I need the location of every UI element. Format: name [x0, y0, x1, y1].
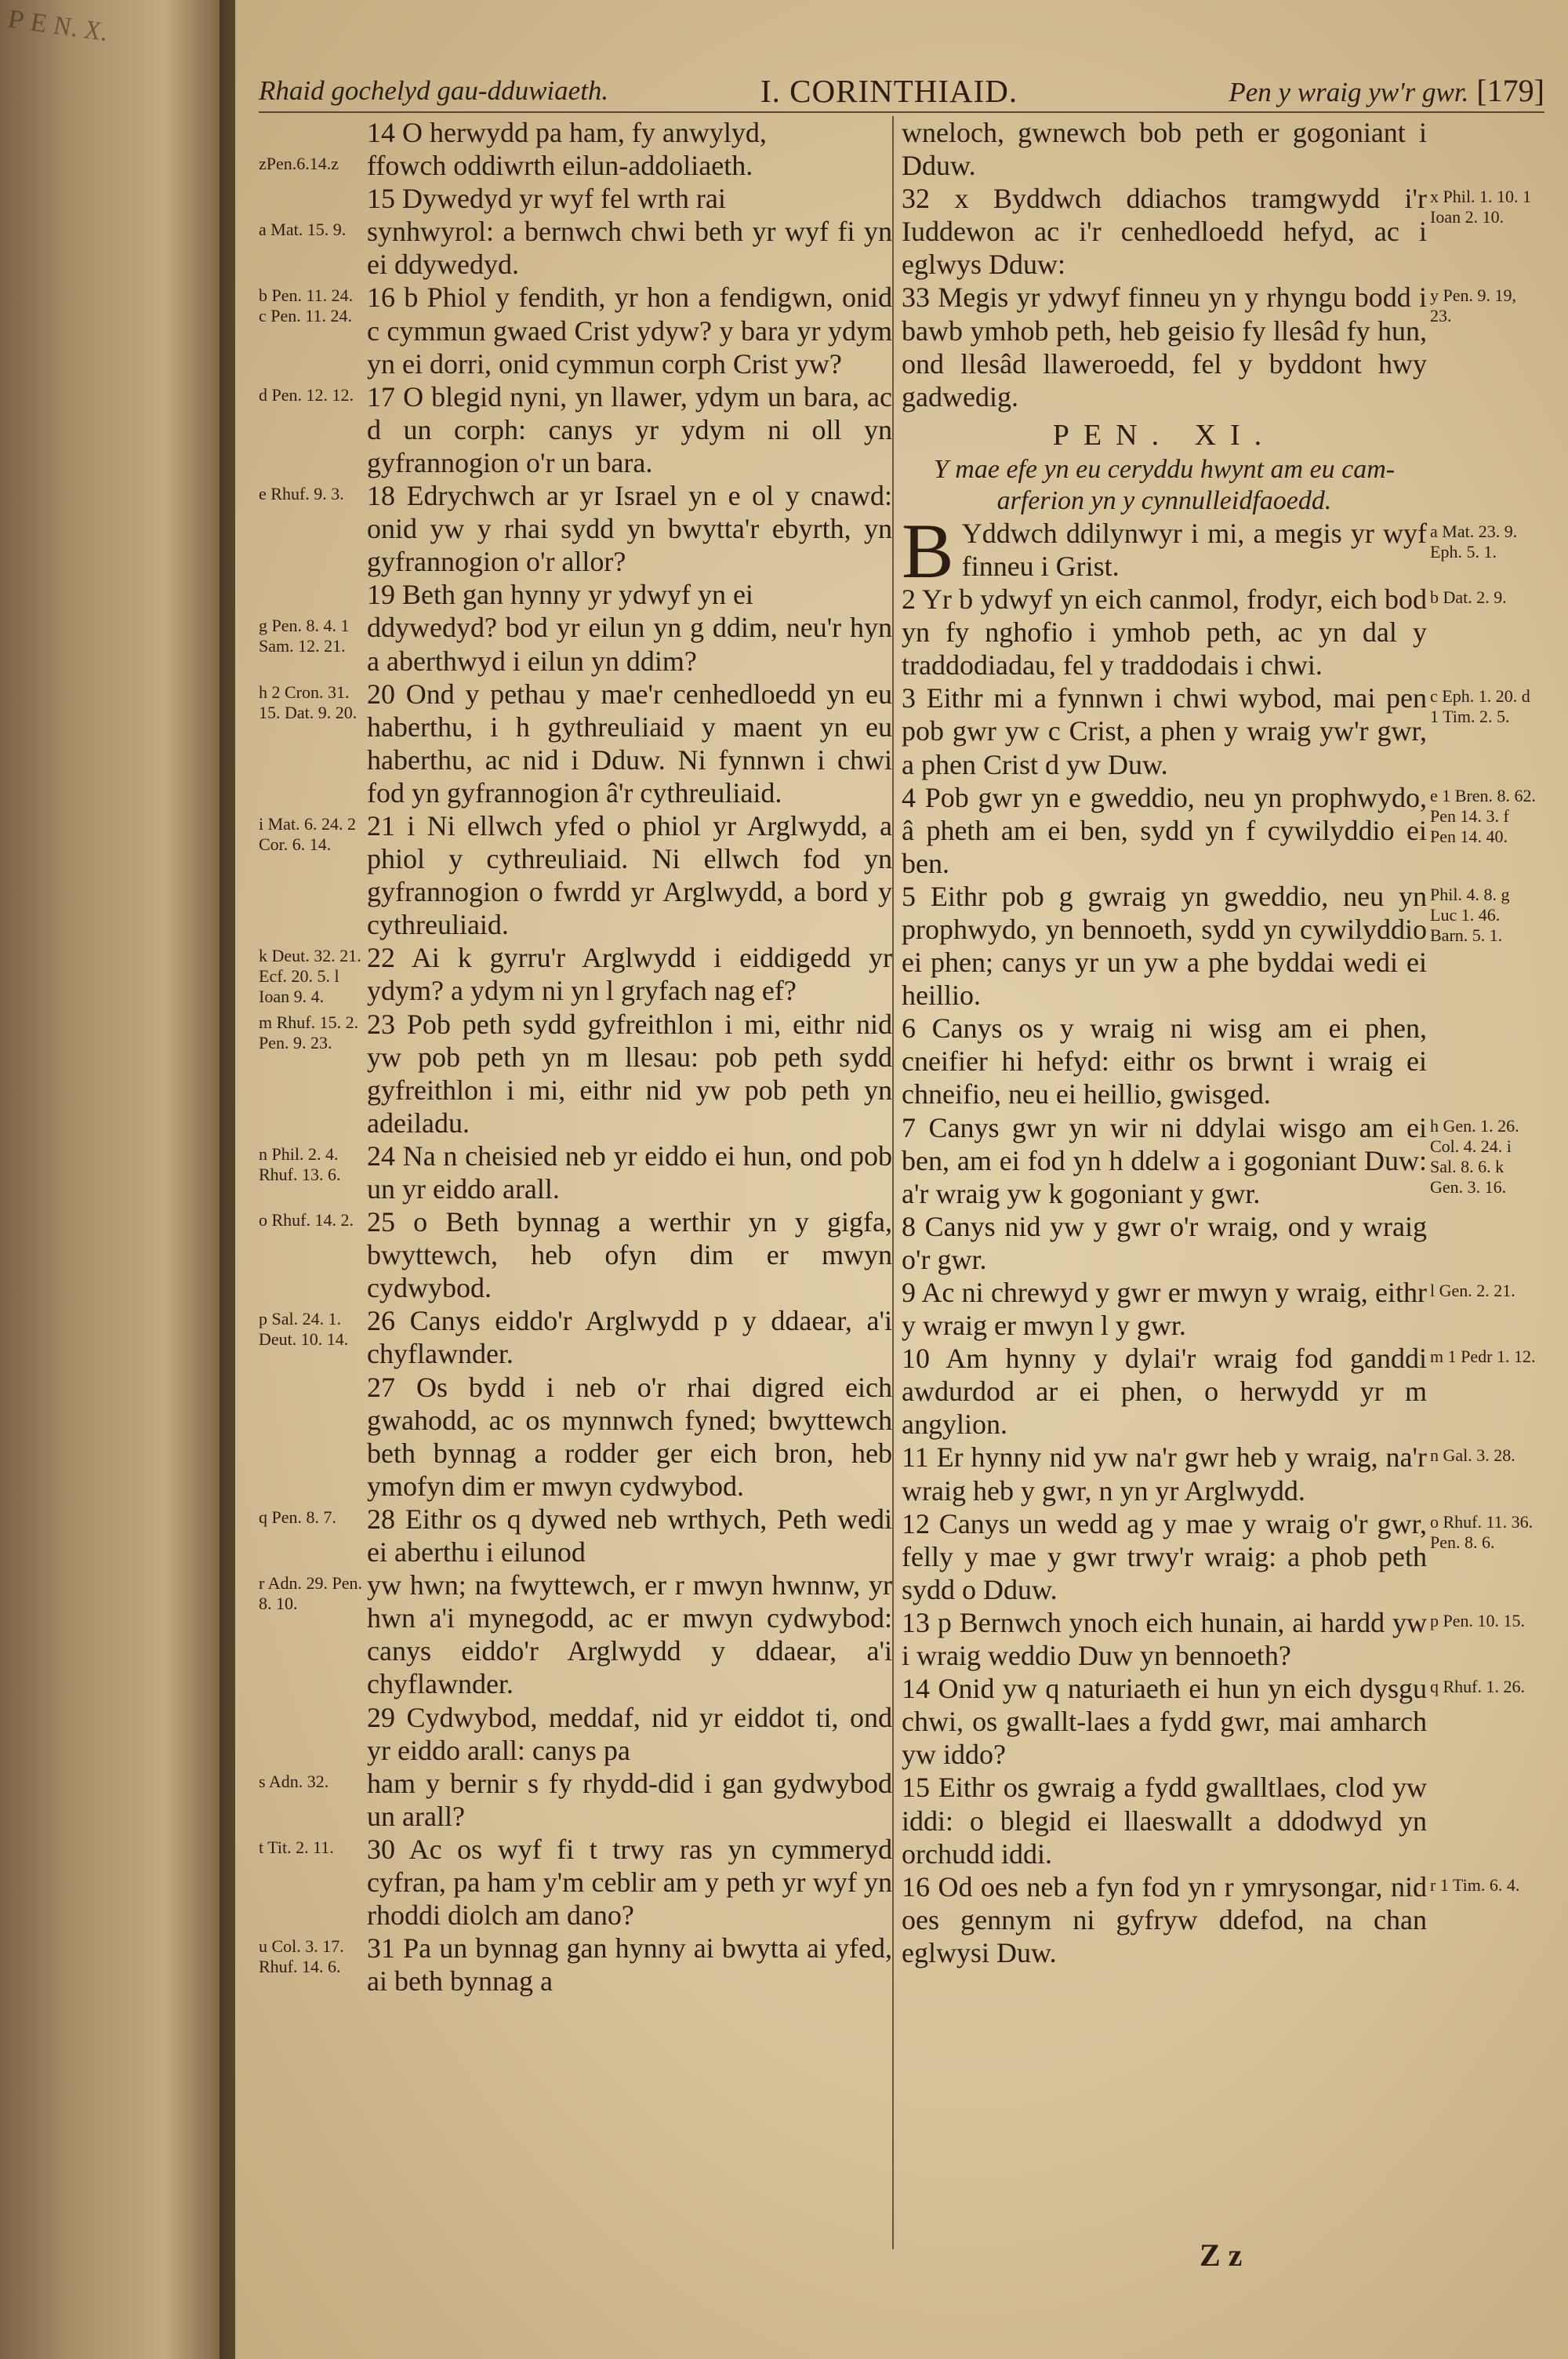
verse-content: wneloch, gwnewch bob peth er gogoniant i Dduw.: [902, 117, 1427, 182]
margin-reference: n Phil. 2. 4. Rhuf. 13. 6.: [259, 1143, 341, 1184]
verse-text: [367, 1701, 892, 1767]
verse-block: [259, 611, 892, 677]
verse-text: [902, 507, 1427, 594]
verse-block: [259, 1008, 892, 1140]
verse-block: [902, 1606, 1537, 1672]
verse-block: [259, 941, 892, 1007]
signature-mark: Z z: [1200, 2237, 1243, 2273]
margin-reference: e 1 Bren. 8. 62. Pen 14. 3. f Pen 14. 40.: [1430, 785, 1537, 846]
header-rule: [259, 111, 1544, 113]
verse-text: [367, 116, 892, 149]
verse-content: 31 Pa un bynnag gan hynny ai bwytta ai yfed, ai beth bynnag a: [367, 1932, 892, 1997]
verse-text: [367, 1833, 892, 1932]
verse-block: [902, 182, 1537, 281]
verse-content: 11 Er hynny nid yw na'r gwr heb y wraig, na'r wraig heb y gwr, n yn yr Arglwydd.: [902, 1441, 1427, 1507]
running-header: [259, 69, 1544, 116]
margin-reference: q Pen. 8. 7.: [259, 1507, 336, 1527]
verse-text: [367, 479, 892, 578]
bible-page: [235, 0, 1568, 2359]
verse-text: [902, 1276, 1427, 1342]
verse-text: [902, 182, 1427, 281]
verse-block: [259, 479, 892, 578]
margin-reference: m Rhuf. 15. 2. Pen. 9. 23.: [259, 1012, 359, 1052]
verse-text: [367, 1008, 892, 1140]
facing-page-edge: [0, 0, 235, 2359]
verse-block: [259, 281, 892, 380]
verse-text: [367, 149, 892, 182]
verse-content: 2 Yr b ydwyf yn eich canmol, frodyr, eich bod yn fy nghofio i ymhob peth, ac yn dal y traddodiadau, fel y traddodais i chwi.: [902, 583, 1427, 682]
verse-text: [902, 1771, 1427, 1870]
verse-content: 21 i Ni ellwch yfed o phiol yr Arglwydd, a phiol y cythreuliaid. Ni ellwch fod yn gyfrannogion o fwrdd yr Arglwydd, a bord y cythreuliaid.: [367, 809, 892, 941]
verse-block: [902, 116, 1537, 182]
margin-reference: r Adn. 29. Pen. 8. 10.: [259, 1573, 362, 1614]
header-right: [1229, 72, 1544, 109]
verse-text: [367, 941, 892, 1007]
verse-content: 3 Eithr mi a fynnwn i chwi wybod, mai pen pob gwr yw c Crist, a phen y wraig yw'r gwr, a phen Crist d yw Duw.: [902, 682, 1427, 780]
verse-block: [259, 678, 892, 809]
verse-text: [367, 1767, 892, 1833]
verse-text: [902, 1210, 1427, 1276]
margin-reference: b Dat. 2. 9.: [1430, 587, 1507, 608]
right-column-top: [902, 116, 1537, 413]
margin-reference: p Pen. 10. 15.: [1430, 1610, 1525, 1630]
verse-block: [902, 1771, 1537, 1870]
verse-text: [367, 215, 892, 281]
verse-text: [902, 281, 1427, 413]
verse-block: [902, 281, 1537, 413]
bleed-through-text: P E N. X.: [8, 4, 107, 48]
verse-content: 5 Eithr pob g gwraig yn gweddio, neu yn prophwydo, yn bennoeth, sydd yn cywilyddio ei phen; canys yr un yw a phe byddai wedi ei heillio.: [902, 880, 1427, 1012]
right-column: [902, 116, 1537, 1969]
margin-reference: p Sal. 24. 1. Deut. 10. 14.: [259, 1309, 349, 1350]
verse-block: [259, 809, 892, 941]
verse-block: [902, 880, 1537, 1012]
verse-content: 4 Pob gwr yn e gweddio, neu yn prophwydo, â pheth am ei ben, sydd yn f cywilyddio ei ben.: [902, 781, 1427, 879]
verse-block: [259, 182, 892, 215]
verse-text: [367, 1205, 892, 1304]
verse-text: [902, 583, 1427, 682]
verse-text: [367, 678, 892, 809]
margin-reference: u Col. 3. 17. Rhuf. 14. 6.: [259, 1936, 344, 1977]
verse-content: 24 Na n cheisied neb yr eiddo ei hun, ond pob un yr eiddo arall.: [367, 1140, 892, 1205]
margin-reference: a Mat. 15. 9.: [259, 220, 347, 240]
verse-content: 14 Onid yw q naturiaeth ei hun yn eich dysgu chwi, os gwallt-laes a fydd gwr, mai amharch yw iddo?: [902, 1673, 1427, 1771]
verse-text: [367, 1568, 892, 1700]
verse-text: [367, 611, 892, 677]
verse-content: 28 Eithr os q dywed neb wrthych, Peth wedi ei aberthu i eilunod: [367, 1503, 892, 1568]
verse-text: [902, 1606, 1427, 1672]
verse-block: [902, 1441, 1537, 1507]
verse-text: [367, 281, 892, 380]
verse-content: 9 Ac ni chrewyd y gwr er mwyn y wraig, eithr y wraig er mwyn l y gwr.: [902, 1277, 1427, 1342]
verse-content: 19 Beth gan hynny yr ydwyf yn ei: [367, 579, 753, 611]
verse-block: [902, 1210, 1537, 1276]
margin-reference: h 2 Cron. 31. 15. Dat. 9. 20.: [259, 682, 358, 722]
verse-content: ffowch oddiwrth eilun-addoliaeth.: [367, 150, 753, 182]
verse-block: [259, 1833, 892, 1932]
verse-text: [902, 1441, 1427, 1507]
verse-text: [367, 182, 892, 215]
verse-text: [902, 781, 1427, 880]
verse-block: [259, 215, 892, 281]
verse-text: [902, 1507, 1427, 1606]
margin-reference: r 1 Tim. 6. 4.: [1430, 1874, 1520, 1895]
verse-block: [259, 1767, 892, 1833]
verse-text: [902, 1342, 1427, 1441]
verse-block: [902, 1276, 1537, 1342]
margin-reference: n Gal. 3. 28.: [1430, 1445, 1515, 1466]
margin-reference: h Gen. 1. 26. Col. 4. 24. i Sal. 8. 6. k Gen. 3. 16.: [1430, 1115, 1519, 1197]
verse-block: [259, 1304, 892, 1370]
verse-content: 7 Canys gwr yn wir ni ddylai wisgo am ei ben, am ei fod yn h ddelw a i gogoniant Duw: a'r wraig yw k gogoniant y gwr.: [902, 1111, 1427, 1209]
drop-cap: B: [902, 507, 954, 594]
verse-block: [902, 1672, 1537, 1771]
verse-text: [367, 1140, 892, 1205]
verse-text: [367, 1304, 892, 1370]
verse-block: [259, 380, 892, 479]
margin-reference: k Deut. 32. 21. Ecf. 20. 5. l Ioan 9. 4.: [259, 946, 361, 1007]
header-left-title: Rhaid gochelyd gau-dduwiaeth.: [259, 75, 609, 106]
verse-content: 33 Megis yr ydwyf finneu yn y rhyngu bodd i bawb ymhob peth, heb geisio fy llesâd fy hun, ond llesâd llaweroedd, fel y byddont hwy gadwedig.: [902, 282, 1427, 413]
verse-block: [259, 1932, 892, 1997]
margin-reference: a Mat. 23. 9. Eph. 5. 1.: [1430, 521, 1518, 562]
margin-reference: o Rhuf. 14. 2.: [259, 1210, 354, 1230]
margin-reference: zPen.6.14.z: [259, 154, 339, 174]
verse-text: [902, 1672, 1427, 1771]
verse-block: [259, 1503, 892, 1568]
verse-text: [367, 1503, 892, 1568]
verse-content: 30 Ac os wyf fi t trwy ras yn cymmeryd cyfran, pa ham y'm ceblir am y peth yr wyf yn rhoddi diolch am dano?: [367, 1833, 892, 1932]
margin-reference: e Rhuf. 9. 3.: [259, 484, 344, 504]
verse-text: [367, 1371, 892, 1503]
book-title: I. CORINTHIAID.: [760, 73, 1018, 109]
verse-block: [259, 1701, 892, 1767]
verse-content: 12 Canys un wedd ag y mae y wraig o'r gwr, felly y mae y gwr trwy'r wraig: a phob peth sydd o Dduw.: [902, 1507, 1427, 1605]
column-divider: [892, 116, 894, 2249]
margin-reference: s Adn. 32.: [259, 1771, 329, 1791]
verse-block: [902, 507, 1537, 594]
verse-content: Yddwch ddilynwyr i mi, a megis yr wyf finneu i Grist.: [961, 517, 1427, 582]
margin-reference: c Eph. 1. 20. d 1 Tim. 2. 5.: [1430, 686, 1530, 727]
margin-reference: b Pen. 11. 24. c Pen. 11. 24.: [259, 285, 354, 326]
verse-content: 16 Od oes neb a fyn fod yn r ymrysongar, nid oes gennym ni gyfryw ddefod, na chan eglwysi Duw.: [902, 1870, 1427, 1968]
left-column: [259, 116, 892, 1997]
verse-content: 18 Edrychwch ar yr Israel yn e ol y cnawd: onid yw y rhai sydd yn bwytta'r ebyrth, yn gyfrannogion o'r allor?: [367, 480, 892, 578]
chapter-summary: Y mae efe yn eu ceryddu hwynt am eu cam-arferion yn y cynnulleidfaoedd.: [933, 454, 1396, 515]
verse-text: [367, 380, 892, 479]
verse-block: [902, 781, 1537, 880]
verse-content: 27 Os bydd i neb o'r rhai digred eich gwahodd, ac os mynnwch fyned; bwyttewch beth bynnag a rodder ger eich bron, heb ymofyn dim er mwyn cydwybod.: [367, 1371, 892, 1502]
margin-reference: t Tit. 2. 11.: [259, 1837, 334, 1857]
verse-text: [902, 1111, 1427, 1210]
verse-content: ddywedyd? bod yr eilun yn g ddim, neu'r hyn a aberthwyd i eilun yn ddim?: [367, 612, 892, 677]
verse-block: [259, 1371, 892, 1503]
verse-block: [259, 1568, 892, 1700]
margin-reference: x Phil. 1. 10. 1 Ioan 2. 10.: [1430, 187, 1531, 227]
verse-content: 20 Ond y pethau y mae'r cenhedloedd yn eu haberthu, i h gythreuliaid y maent yn eu haberthu, ac nid i Dduw. Ni fynnwn i chwi fod yn gyfrannogion â'r cythreuliaid.: [367, 678, 892, 809]
verse-content: 32 x Byddwch ddiachos tramgwydd i'r Iuddewon ac i'r cenhedloedd hefyd, ac i eglwys Dduw:: [902, 183, 1427, 281]
verse-content: synhwyrol: a bernwch chwi beth yr wyf fi yn ei ddywedyd.: [367, 216, 892, 281]
verse-text: [902, 1012, 1427, 1110]
verse-block: [902, 583, 1537, 682]
verse-block: [259, 1205, 892, 1304]
verse-block: [259, 578, 892, 611]
verse-content: 29 Cydwybod, meddaf, nid yr eiddot ti, ond yr eiddo arall: canys pa: [367, 1701, 892, 1766]
verse-content: 6 Canys os y wraig ni wisg am ei phen, cneifier hi hefyd: eithr os brwnt i wraig ei chneifio, neu ei heillio, gwisged.: [902, 1012, 1427, 1110]
margin-reference: o Rhuf. 11. 36. Pen. 8. 6.: [1430, 1511, 1534, 1552]
chapter-heading: PEN. XI.: [1052, 418, 1276, 452]
verse-text: [902, 1870, 1427, 1969]
margin-reference: d Pen. 12. 12.: [259, 384, 354, 405]
page-number: [179]: [1476, 73, 1544, 108]
verse-text: [367, 809, 892, 941]
verse-content: 25 o Beth bynnag a werthir yn y gigfa, bwyttewch, heb ofyn dim er mwyn cydwybod.: [367, 1206, 892, 1304]
verse-content: 8 Canys nid yw y gwr o'r wraig, ond y wraig o'r gwr.: [902, 1210, 1427, 1275]
verse-block: [259, 116, 892, 149]
right-column-bottom: [902, 507, 1537, 1969]
verse-block: [902, 682, 1537, 780]
verse-content: 16 b Phiol y fendith, yr hon a fendigwn, onid c cymmun gwaed Crist ydyw? y bara yr ydym yn ei dorri, onid cymmun corph Crist yw?: [367, 282, 892, 380]
verse-block: [902, 1012, 1537, 1110]
verse-block: [902, 1870, 1537, 1969]
header-right-title: Pen y wraig yw'r gwr.: [1229, 77, 1469, 107]
margin-reference: i Mat. 6. 24. 2 Cor. 6. 14.: [259, 813, 357, 854]
verse-text: [902, 880, 1427, 1012]
verse-text: [902, 116, 1427, 182]
verse-text: [902, 682, 1427, 780]
verse-block: [902, 1507, 1537, 1606]
verse-content: 26 Canys eiddo'r Arglwydd p y ddaear, a'i chyflawnder.: [367, 1305, 892, 1370]
verse-block: [902, 1111, 1537, 1210]
verse-content: 14 O herwydd pa ham, fy anwylyd,: [367, 117, 767, 148]
verse-text: [367, 578, 892, 611]
verse-block: [259, 1140, 892, 1205]
verse-text: [367, 1932, 892, 1997]
verse-content: 15 Dywedyd yr wyf fel wrth rai: [367, 183, 726, 215]
verse-content: ham y bernir s fy rhydd-did i gan gydwybod un arall?: [367, 1767, 892, 1832]
verse-content: 22 Ai k gyrru'r Arglwydd i eiddigedd yr ydym? a ydym ni yn l gryfach nag ef?: [367, 942, 892, 1007]
verse-content: yw hwn; na fwyttewch, er r mwyn hwnnw, yr hwn a'i mynegodd, ac er mwyn cydwybod: canys eiddo'r Arglwydd y ddaear, a'i chyflawnder.: [367, 1569, 892, 1700]
verse-content: 23 Pob peth sydd gyfreithlon i mi, eithr nid yw pob peth yn m llesau: pob peth sydd gyfreithlon i mi, eithr nid yw pob peth yn adeiladu.: [367, 1008, 892, 1139]
verse-content: 17 O blegid nyni, yn llawer, ydym un bara, ac d un corph: canys yr ydym ni oll yn gyfrannogion o'r un bara.: [367, 380, 892, 478]
margin-reference: q Rhuf. 1. 26.: [1430, 1677, 1525, 1697]
verse-content: 13 p Bernwch ynoch eich hunain, ai hardd yw i wraig weddio Duw yn bennoeth?: [902, 1606, 1427, 1672]
verse-block: [902, 1342, 1537, 1441]
verse-block: [259, 149, 892, 182]
verse-content: 10 Am hynny y dylai'r wraig fod ganddi awdurdod ar ei phen, o herwydd yr m angylion.: [902, 1343, 1427, 1441]
verse-content: 15 Eithr os gwraig a fydd gwalltlaes, clod yw iddi: o blegid ei llaeswallt a ddodwyd yn orchudd iddi.: [902, 1772, 1427, 1870]
margin-reference: m 1 Pedr 1. 12.: [1430, 1347, 1536, 1367]
margin-reference: y Pen. 9. 19, 23.: [1430, 285, 1516, 326]
margin-reference: g Pen. 8. 4. 1 Sam. 12. 21.: [259, 616, 350, 656]
margin-reference: Phil. 4. 8. g Luc 1. 46. Barn. 5. 1.: [1430, 884, 1510, 945]
margin-reference: l Gen. 2. 21.: [1430, 1281, 1515, 1300]
